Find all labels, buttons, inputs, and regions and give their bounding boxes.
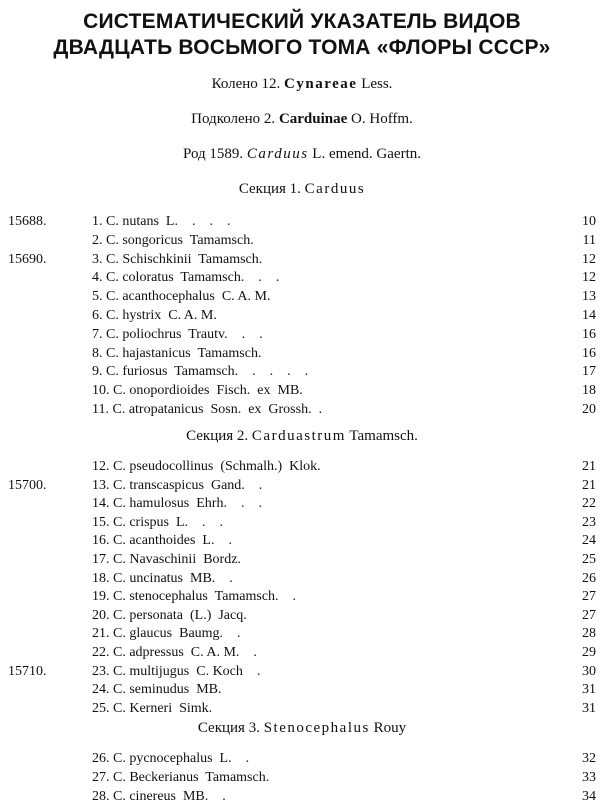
list-item <box>0 476 604 495</box>
list-item <box>0 494 604 513</box>
section-author: Tamamsch. <box>349 428 418 444</box>
page-number: 12 <box>582 270 596 286</box>
species-entry: 4. C. coloratus Tamamsch. . . <box>92 270 280 286</box>
list-item <box>0 344 604 363</box>
tribe-prefix: Колено 12. <box>211 76 281 92</box>
page-number: 21 <box>582 477 596 493</box>
genus-name: Carduus <box>246 146 309 162</box>
section-name: Carduastrum <box>251 428 346 444</box>
subtribe-name: Carduinae <box>278 111 348 127</box>
list-item <box>0 362 604 381</box>
species-entry: 25. C. Kerneri Simk. <box>92 700 213 716</box>
page-number: 28 <box>582 626 596 642</box>
list-item <box>0 768 604 787</box>
species-entry: 1. C. nutans L. . . . <box>92 214 231 229</box>
species-entry: 3. C. Schischkinii Tamamsch. <box>92 251 263 267</box>
species-entry: 6. C. hystrix C. A. M. <box>92 308 217 323</box>
page-number: 20 <box>582 402 596 417</box>
list-item <box>0 531 604 550</box>
list-item <box>0 787 604 806</box>
species-entry: 26. C. pycnocephalus L. . <box>92 751 250 766</box>
list-item <box>0 325 604 344</box>
subtribe-prefix: Подколено 2. <box>191 111 276 127</box>
page-number: 33 <box>582 770 596 785</box>
page-number: 24 <box>582 533 596 549</box>
section-prefix: Секция 1. <box>238 181 301 197</box>
page-number: 22 <box>582 496 596 512</box>
page-number: 32 <box>582 751 596 766</box>
species-entry: 11. C. atropatanicus Sosn. ex Grossh. . <box>92 402 323 417</box>
page-number: 31 <box>582 682 596 698</box>
species-entry: 2. C. songoricus Tamamsch. <box>92 232 254 248</box>
species-entry: 8. C. hajastanicus Tamamsch. <box>92 345 262 361</box>
species-entry: 7. C. poliochrus Trautv. . . <box>92 326 263 342</box>
species-entry: 16. C. acanthoides L. . <box>92 533 232 549</box>
species-entry: 27. C. Beckerianus Tamamsch. <box>92 770 270 785</box>
section-name: Carduus <box>304 181 366 197</box>
page-number: 31 <box>582 700 596 716</box>
genus-prefix: Род 1589. <box>182 146 244 162</box>
species-code: 15700. <box>8 477 47 493</box>
species-entry: 24. C. seminudus MB. <box>92 682 222 698</box>
genus-author: L. emend. Gaertn. <box>312 146 421 162</box>
page-number: 34 <box>582 789 596 804</box>
species-entry: 14. C. hamulosus Ehrh. . . <box>92 496 262 512</box>
list-item <box>0 268 604 287</box>
page-number: 29 <box>582 645 596 660</box>
species-entry: 15. C. crispus L. . . <box>92 514 224 530</box>
page-number: 16 <box>582 326 596 342</box>
species-code: 15690. <box>8 251 47 267</box>
page-number: 30 <box>582 663 596 679</box>
page-number: 11 <box>582 232 596 248</box>
list-item <box>0 212 604 231</box>
page-number: 13 <box>582 289 596 305</box>
list-item <box>0 643 604 662</box>
species-entry: 28. C. cinereus MB. . <box>92 789 226 804</box>
tribe-name: Cynareae <box>284 76 358 92</box>
species-entry: 19. C. stenocephalus Tamamsch. . <box>92 589 297 605</box>
genus-heading <box>0 146 604 163</box>
list-item <box>0 680 604 699</box>
page-number: 17 <box>582 364 596 380</box>
species-code: 15688. <box>8 214 47 229</box>
page-number: 21 <box>582 459 596 474</box>
list-item <box>0 381 604 400</box>
subtribe-author: O. Hoffm. <box>351 111 413 127</box>
species-entry: 17. C. Navaschinii Bordz. <box>92 552 241 567</box>
subtribe-heading <box>0 111 604 128</box>
list-item <box>0 624 604 643</box>
page-number: 18 <box>582 383 596 399</box>
species-entry: 12. C. pseudocollinus (Schmalh.) Klok. <box>92 459 321 474</box>
page-title-line-1: СИСТЕМАТИЧЕСКИЙ УКАЗАТЕЛЬ ВИДОВ <box>83 10 521 33</box>
species-entry: 18. C. uncinatus MB. . <box>92 570 233 586</box>
section-name: Stenocephalus <box>263 720 370 736</box>
list-item <box>0 231 604 250</box>
list-item <box>0 587 604 606</box>
list-item <box>0 699 604 718</box>
list-item <box>0 457 604 476</box>
tribe-author: Less. <box>361 76 393 92</box>
list-item <box>0 250 604 269</box>
section-prefix: Секция 3. <box>197 720 260 736</box>
page-number: 16 <box>582 345 596 361</box>
species-entry: 20. C. personata (L.) Jacq. <box>92 607 247 623</box>
list-item <box>0 400 604 419</box>
list-item <box>0 306 604 325</box>
species-entry: 5. C. acanthocephalus C. A. M. <box>92 289 271 305</box>
section-author: Rouy <box>373 720 407 736</box>
species-entry: 13. C. transcaspicus Gand. . <box>92 477 263 493</box>
section-heading-3 <box>0 720 604 737</box>
list-item <box>0 569 604 588</box>
tribe-heading <box>0 76 604 93</box>
list-item <box>0 662 604 681</box>
page-number: 10 <box>582 214 596 229</box>
page-number: 12 <box>582 251 596 267</box>
page-number: 26 <box>582 570 596 586</box>
list-item <box>0 749 604 768</box>
section-heading-2 <box>0 428 604 445</box>
species-entry: 22. C. adpressus C. A. M. . <box>92 645 257 660</box>
page-number: 27 <box>582 607 596 623</box>
list-item <box>0 513 604 532</box>
page-number: 23 <box>582 514 596 530</box>
section-prefix: Секция 2. <box>186 428 249 444</box>
page-title-line-2: ДВАДЦАТЬ ВОСЬМОГО ТОМА «ФЛОРЫ СССР» <box>53 36 551 59</box>
page-number: 25 <box>582 552 596 567</box>
list-item <box>0 550 604 569</box>
species-entry: 10. C. onopordioides Fisch. ex MB. <box>92 383 303 399</box>
section-heading-1 <box>0 181 604 198</box>
page-number: 27 <box>582 589 596 605</box>
species-entry: 9. C. furiosus Tamamsch. . . . . <box>92 364 309 380</box>
species-code: 15710. <box>8 663 47 679</box>
species-entry: 23. C. multijugus C. Koch . <box>92 663 261 679</box>
list-item <box>0 287 604 306</box>
page-number: 14 <box>582 308 596 323</box>
list-item <box>0 606 604 625</box>
species-entry: 21. C. glaucus Baumg. . <box>92 626 241 642</box>
